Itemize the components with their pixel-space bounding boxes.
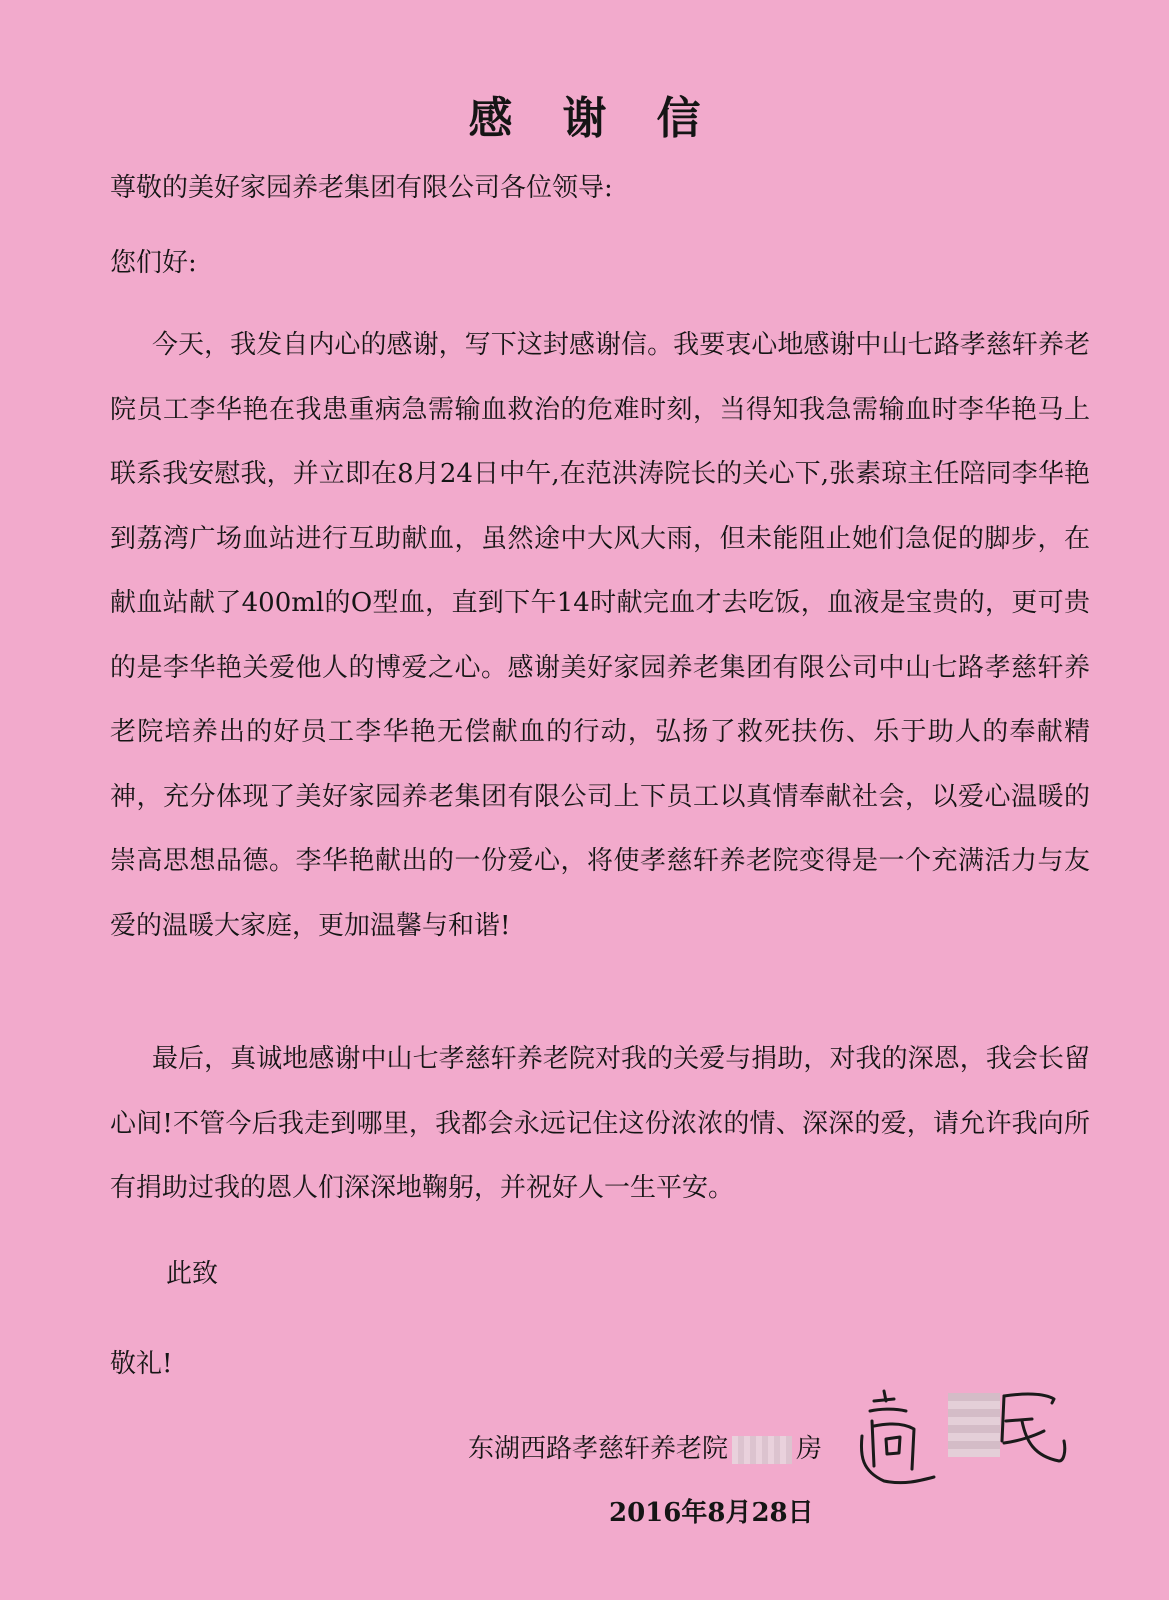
redacted-signature-part [948, 1393, 1000, 1457]
letter-closing-paragraph: 最后，真诚地感谢中山七孝慈轩养老院对我的关爱与捐助，对我的深恩，我会长留心间!不管今后我走到哪里，我都会永远记住这份浓浓的情、深深的爱，请允许我向所有捐助过我的恩人们深深地鞠躬，并祝好人一生平安。 [110, 1044, 1090, 1203]
sender-address: 东湖西路孝慈轩养老院 [468, 1434, 729, 1464]
letter-body-paragraph: 今天，我发自内心的感谢，写下这封感谢信。我要衷心地感谢中山七路孝慈轩养老院员工李华艳在我患重病急需输血救治的危难时刻，当得知我急需输血时李华艳马上联系我安慰我，并立即在8月24日中午,在范洪涛院长的关心下,张素琼主任陪同李华艳到荔湾广场血站进行互助献血，虽然途中大风大雨，但未能阻止她们急促的脚步，在献血站献了400ml的O型血，直到下午14时献完血才去吃饭，血液是宝贵的，更可贵的是李华艳关爱他人的博爱之心。感谢美好家园养老集团有限公司中山七路孝慈轩养老院培养出的好员工李华艳无偿献血的行动，弘扬了救死扶伤、乐于助人的奉献精神，充分体现了美好家园养老集团有限公司上下员工以真情奉献社会，以爱心温暖的崇高思想品德。李华艳献出的一份爱心，将使孝慈轩养老院变得是一个充满活力与友爱的温暖大家庭，更加温馨与和谐! [110, 330, 1090, 941]
letter-title: 感谢信 [468, 93, 751, 144]
letter-date: 2016年8月28日 [609, 1498, 814, 1528]
letter-hello: 您们好: [110, 248, 197, 278]
redacted-room-number [732, 1436, 792, 1464]
letter-closing: 此致 [166, 1259, 219, 1289]
letter-salute: 敬礼! [110, 1349, 173, 1379]
sender-room-suffix: 房 [796, 1434, 823, 1464]
letter-greeting: 尊敬的美好家园养老集团有限公司各位领导: [110, 173, 613, 203]
letter-sender [468, 1432, 822, 1466]
